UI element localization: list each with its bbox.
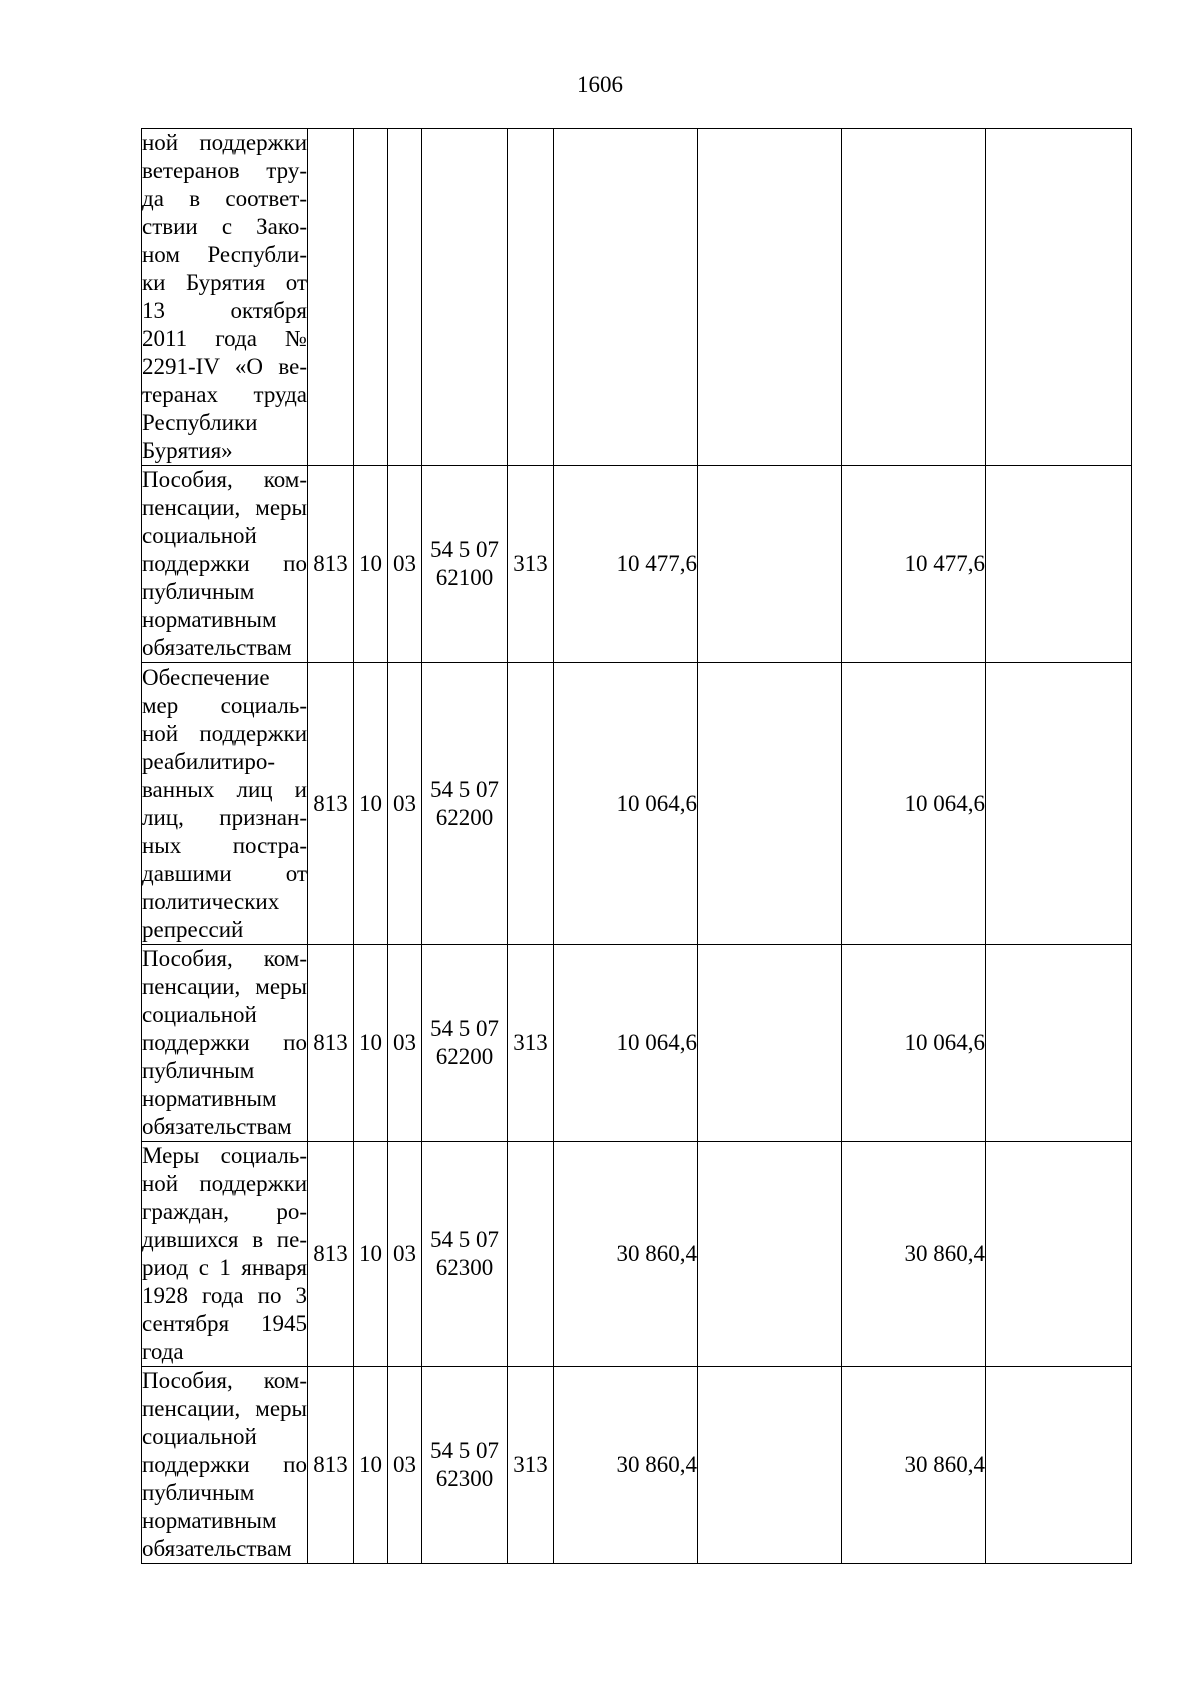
- ministry-code-cell: 813: [308, 1142, 354, 1367]
- amount-cell-3: [842, 129, 986, 466]
- amount-cell-2: [698, 1367, 842, 1564]
- target-article-cell: [422, 945, 508, 1142]
- description-line: публичным: [142, 1058, 255, 1083]
- ministry-code-cell: 813: [308, 663, 354, 945]
- target-article-part: 62200: [435, 804, 494, 830]
- description-line: нормативным: [142, 607, 277, 632]
- description-line: давшими от: [142, 860, 307, 886]
- empty-cell: [986, 466, 1132, 663]
- subsection-code-cell: 03: [388, 945, 422, 1142]
- row-description: [142, 466, 308, 663]
- expense-type-cell: [508, 129, 554, 466]
- description-line: ной поддержки: [142, 720, 307, 746]
- section-code-cell: 10: [354, 945, 388, 1142]
- table-row: [142, 663, 1132, 945]
- amount-cell-3: 30 860,4: [842, 1142, 986, 1367]
- description-line: ной поддержки: [142, 130, 307, 155]
- amount-cell-1: 10 064,6: [554, 945, 698, 1142]
- amount-cell-1: 30 860,4: [554, 1367, 698, 1564]
- description-line: нормативным: [142, 1508, 277, 1533]
- ministry-code-cell: 813: [308, 945, 354, 1142]
- description-line: Республики: [142, 410, 258, 435]
- description-line: лиц, признан-: [142, 804, 307, 830]
- description-line: ветеранов тру-: [142, 158, 307, 183]
- description-line: публичным: [142, 1480, 255, 1505]
- page-number: 1606: [577, 72, 623, 97]
- description-line: да в соответ-: [142, 186, 307, 211]
- row-description: [142, 1142, 308, 1367]
- description-line: Меры социаль-: [142, 1143, 307, 1168]
- description-line: пенсации, меры: [142, 974, 307, 999]
- empty-cell: [986, 129, 1132, 466]
- table-row: [142, 129, 1132, 466]
- expense-type-cell: 313: [508, 1367, 554, 1564]
- expense-type-cell: [508, 1142, 554, 1367]
- target-article-part: 54 5 07: [430, 776, 499, 802]
- description-line: ном Республи-: [142, 242, 307, 267]
- subsection-code-cell: 03: [388, 1367, 422, 1564]
- amount-cell-3: 10 064,6: [842, 945, 986, 1142]
- description-line: пенсации, меры: [142, 495, 307, 520]
- expense-type-cell: [508, 663, 554, 945]
- description-line: социальной: [142, 523, 257, 548]
- description-line: Бурятия»: [142, 438, 233, 463]
- description-line: мер социаль-: [142, 692, 307, 718]
- amount-cell-3: 10 064,6: [842, 663, 986, 945]
- table-row: [142, 1142, 1132, 1367]
- amount-cell-2: [698, 663, 842, 945]
- amount-cell-2: [698, 129, 842, 466]
- section-code-cell: 10: [354, 663, 388, 945]
- amount-cell-3: 10 477,6: [842, 466, 986, 663]
- target-article-cell: [422, 129, 508, 466]
- description-line: ки Бурятия от: [142, 270, 307, 295]
- description-line: политических: [142, 888, 280, 914]
- empty-cell: [986, 1142, 1132, 1367]
- section-code-cell: 10: [354, 1367, 388, 1564]
- ministry-code-cell: [308, 129, 354, 466]
- amount-cell-3: 30 860,4: [842, 1367, 986, 1564]
- target-article-part: 54 5 07: [430, 1438, 499, 1463]
- description-line: социальной: [142, 1424, 257, 1449]
- description-line: ной поддержки: [142, 1171, 307, 1196]
- section-code-cell: 10: [354, 466, 388, 663]
- description-line: поддержки по: [142, 1452, 307, 1477]
- empty-cell: [986, 663, 1132, 945]
- description-line: поддержки по: [142, 551, 307, 576]
- description-line: 13 октября: [142, 298, 307, 323]
- target-article-cell: [422, 1367, 508, 1564]
- description-line: дившихся в пе-: [142, 1227, 307, 1252]
- target-article-part: 62300: [435, 1255, 494, 1280]
- description-line: сентября 1945: [142, 1311, 307, 1336]
- description-line: Пособия, ком-: [142, 1368, 307, 1393]
- target-article-part: 54 5 07: [430, 537, 499, 562]
- description-line: риод с 1 января: [142, 1255, 307, 1280]
- description-line: нормативным: [142, 1086, 277, 1111]
- expense-type-cell: 313: [508, 466, 554, 663]
- description-line: репрессий: [142, 916, 244, 942]
- subsection-code-cell: 03: [388, 466, 422, 663]
- target-article-cell: [422, 466, 508, 663]
- expense-type-cell: 313: [508, 945, 554, 1142]
- description-line: реабилитиро-: [142, 748, 276, 774]
- description-line: граждан, ро-: [142, 1199, 307, 1224]
- description-line: года: [142, 1339, 184, 1364]
- target-article-cell: [422, 1142, 508, 1367]
- description-line: ванных лиц и: [142, 776, 307, 802]
- target-article-cell: [422, 663, 508, 945]
- row-description: [142, 945, 308, 1142]
- description-line: Пособия, ком-: [142, 946, 307, 971]
- description-line: Обеспечение: [142, 664, 270, 690]
- row-description: [142, 663, 308, 945]
- description-line: 1928 года по 3: [142, 1283, 307, 1308]
- ministry-code-cell: 813: [308, 1367, 354, 1564]
- budget-table: [141, 128, 1132, 1564]
- row-description: [142, 129, 308, 466]
- empty-cell: [986, 1367, 1132, 1564]
- amount-cell-2: [698, 466, 842, 663]
- description-line: ствии с Зако-: [142, 214, 307, 239]
- description-line: обязательствам: [142, 1114, 292, 1139]
- target-article-part: 54 5 07: [430, 1016, 499, 1041]
- target-article-part: 62100: [435, 565, 494, 590]
- description-line: обязательствам: [142, 1536, 292, 1561]
- section-code-cell: [354, 129, 388, 466]
- target-article-part: 62300: [435, 1466, 494, 1491]
- table-row: [142, 466, 1132, 663]
- subsection-code-cell: [388, 129, 422, 466]
- amount-cell-2: [698, 1142, 842, 1367]
- ministry-code-cell: 813: [308, 466, 354, 663]
- table-row: [142, 945, 1132, 1142]
- amount-cell-1: 10 064,6: [554, 663, 698, 945]
- description-line: 2011 года №: [142, 326, 307, 351]
- empty-cell: [986, 945, 1132, 1142]
- table-row: [142, 1367, 1132, 1564]
- description-line: социальной: [142, 1002, 257, 1027]
- description-line: поддержки по: [142, 1030, 307, 1055]
- description-line: публичным: [142, 579, 255, 604]
- section-code-cell: 10: [354, 1142, 388, 1367]
- description-line: теранах труда: [142, 382, 307, 407]
- amount-cell-1: 10 477,6: [554, 466, 698, 663]
- amount-cell-1: [554, 129, 698, 466]
- target-article-part: 54 5 07: [430, 1227, 499, 1252]
- description-line: ных постра-: [142, 832, 307, 858]
- description-line: Пособия, ком-: [142, 467, 307, 492]
- amount-cell-2: [698, 945, 842, 1142]
- amount-cell-1: 30 860,4: [554, 1142, 698, 1367]
- subsection-code-cell: 03: [388, 663, 422, 945]
- description-line: обязательствам: [142, 635, 292, 660]
- subsection-code-cell: 03: [388, 1142, 422, 1367]
- table-body: [142, 129, 1132, 1564]
- description-line: 2291-IV «О ве-: [142, 354, 307, 379]
- target-article-part: 62200: [435, 1044, 494, 1069]
- row-description: [142, 1367, 308, 1564]
- description-line: пенсации, меры: [142, 1396, 307, 1421]
